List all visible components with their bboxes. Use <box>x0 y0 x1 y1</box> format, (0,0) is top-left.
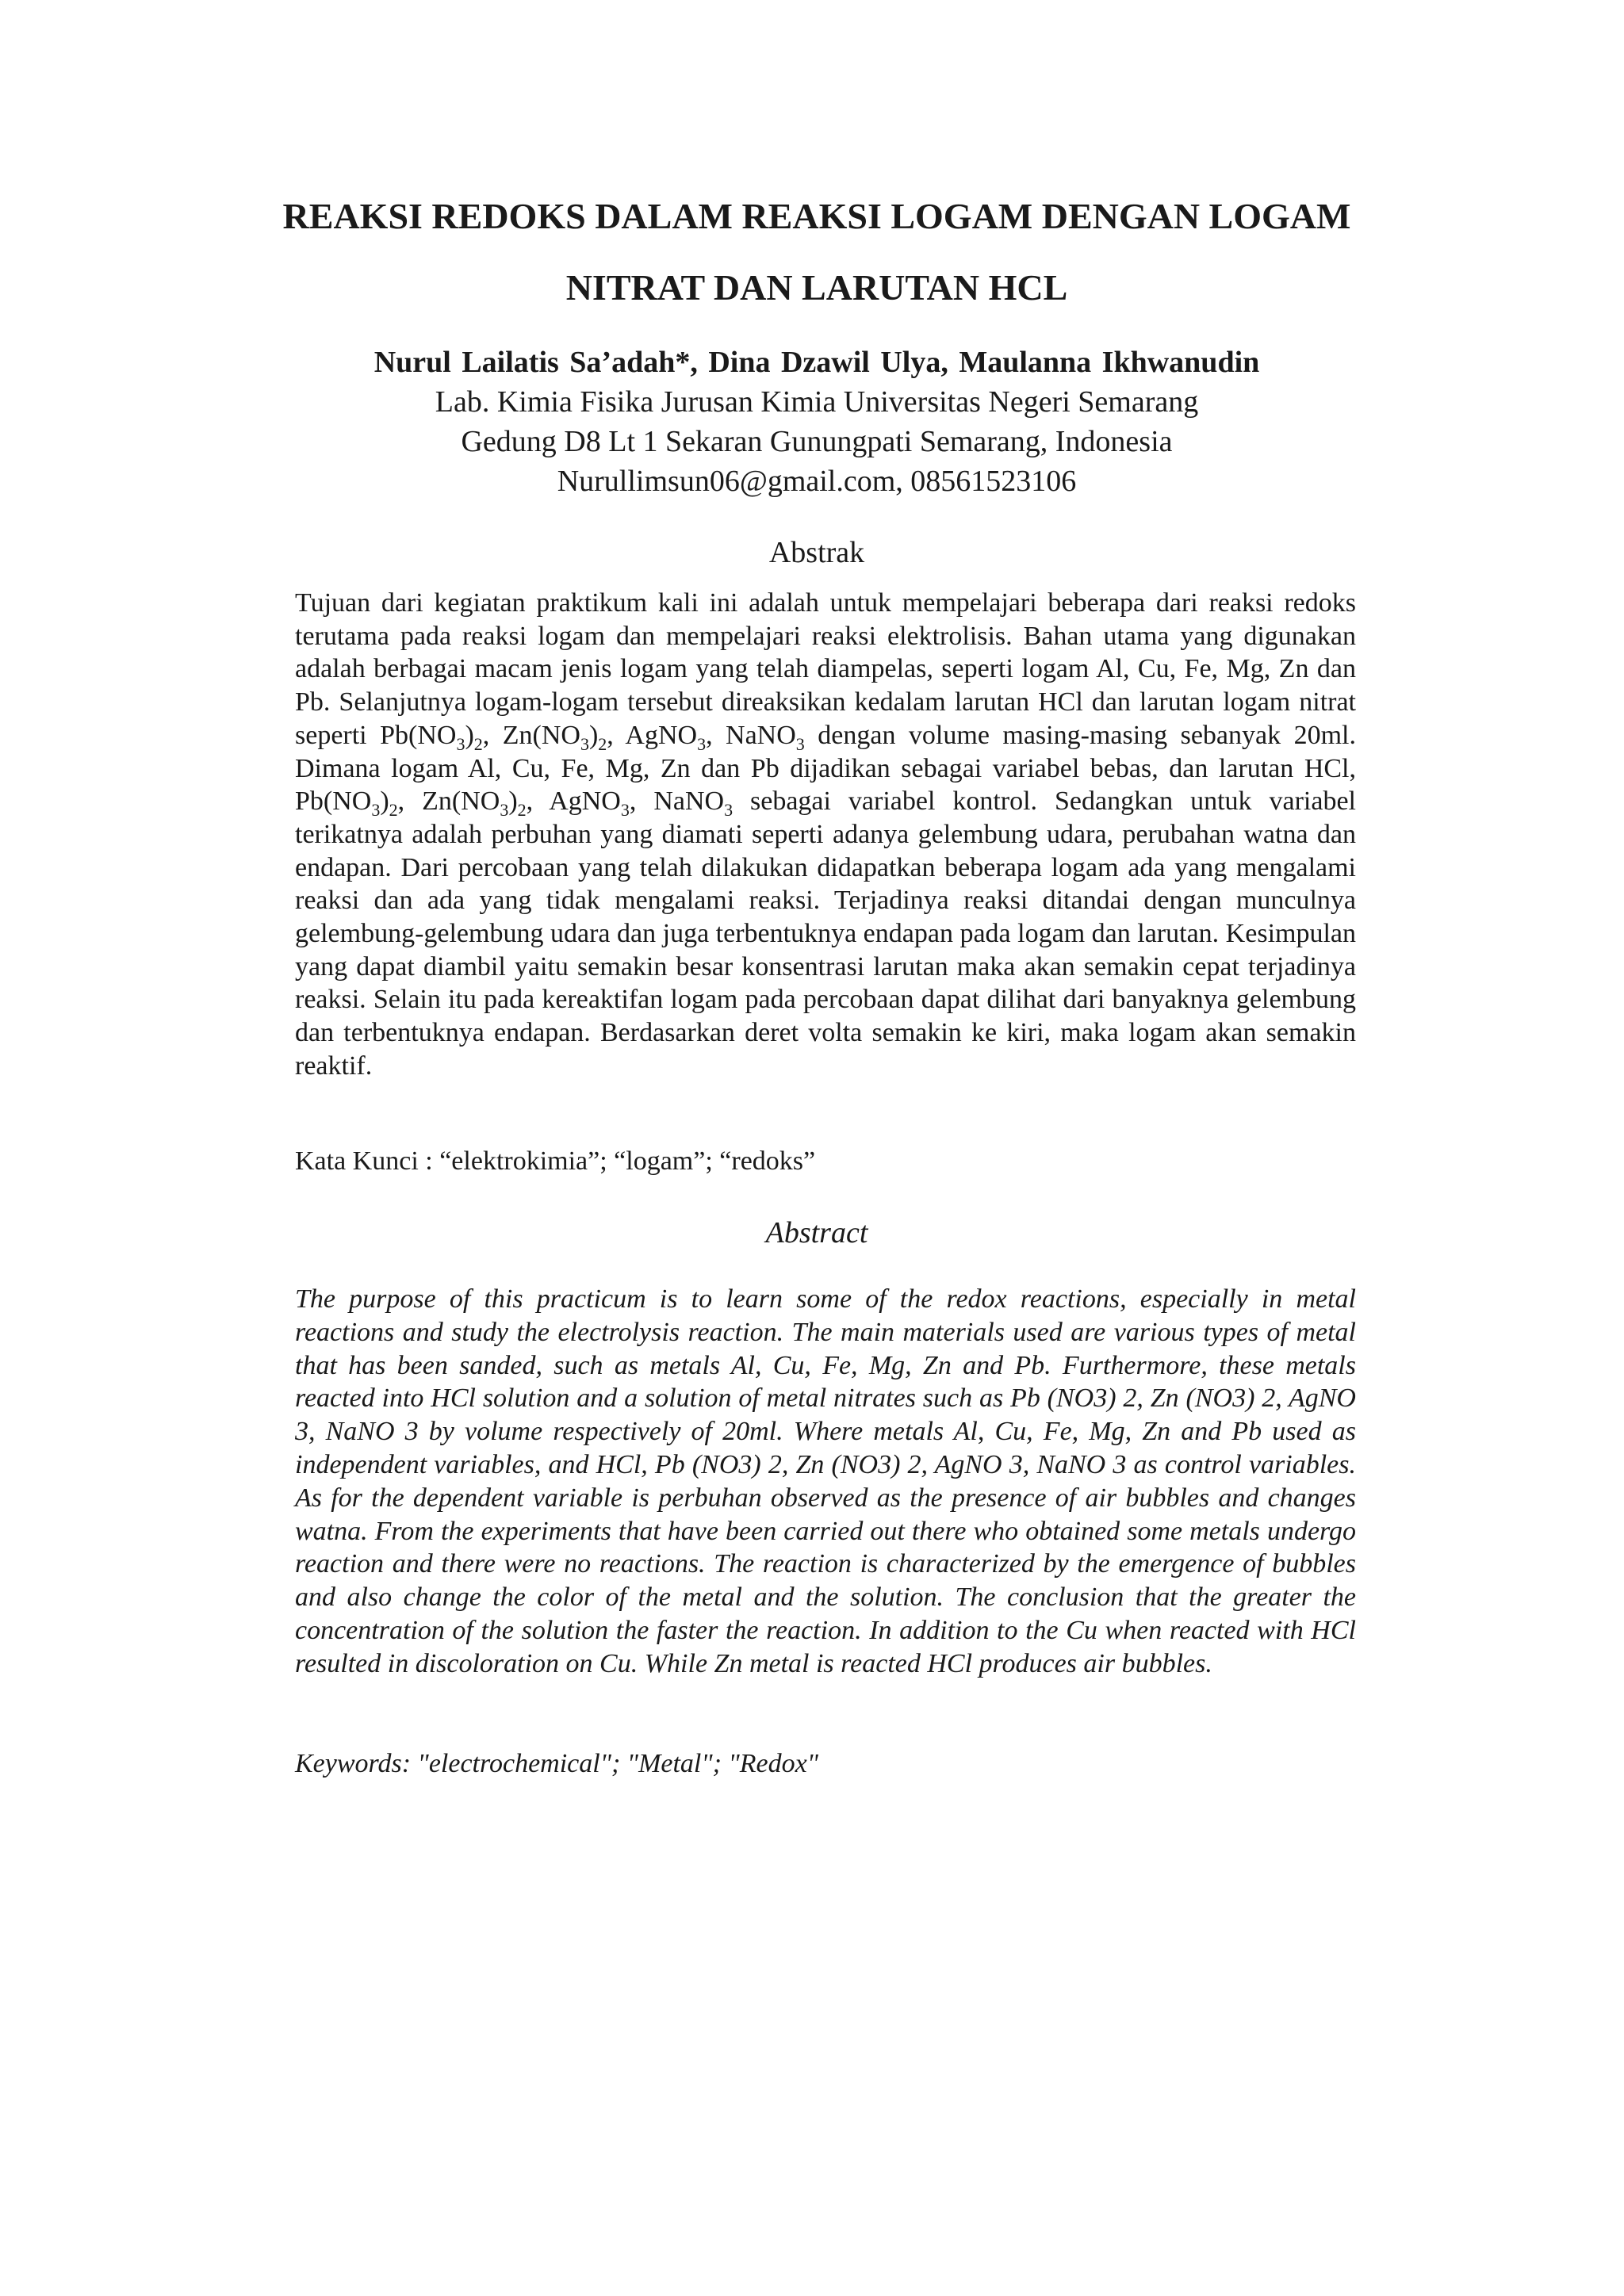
abstract-heading: Abstract <box>765 1216 868 1249</box>
kata-kunci: Kata Kunci : “elektrokimia”; “logam”; “redoks” <box>295 1146 816 1176</box>
abstract-body: The purpose of this practicum is to learn some of the redox reactions, especially in metal reactions and study the electrolysis reaction. The main materials used are various types of metal that has been sanded, such as metals Al, Cu, Fe, Mg, Zn and Pb. Furthermore, these metals reacted into HCl solution and a solution of metal nitrates such as Pb (NO3) 2, Zn (NO3) 2, AgNO 3, NaNO 3 by volume respectively of 20ml. Where metals Al, Cu, Fe, Mg, Zn and Pb used as independent variables, and HCl, Pb (NO3) 2, Zn (NO3) 2, AgNO 3, NaNO 3 as control variables. As for the dependent variable is perbuhan observed as the presence of air bubbles and changes watna. From the experiments that have been carried out there who obtained some metals undergo reaction and there were no reactions. The reaction is characterized by the emergence of bubbles and also change the color of the metal and the solution. The conclusion that the greater the concentration of the solution the faster the reaction. In addition to the Cu when reacted with HCl resulted in discoloration on Cu. While Zn metal is reacted HCl produces air bubbles. <box>295 1284 1356 1678</box>
contact-line: Nurullimsun06@gmail.com, 08561523106 <box>557 465 1077 498</box>
affiliation-line-1: Lab. Kimia Fisika Jurusan Kimia Universitas Negeri Semarang <box>435 385 1199 419</box>
title-line-2: NITRAT DAN LARUTAN HCL <box>565 267 1068 308</box>
paper-title <box>238 181 1396 323</box>
keywords: Keywords: "electrochemical"; "Metal"; "Redox" <box>295 1749 818 1778</box>
abstrak-body: Tujuan dari kegiatan praktikum kali ini adalah untuk mempelajari beberapa dari reaksi redoks terutama pada reaksi logam dan mempelajari reaksi elektrolisis. Bahan utama yang digunakan adalah berbagai macam jenis logam yang telah diampelas, seperti logam Al, Cu, Fe, Mg, Zn dan Pb. Selanjutnya logam-logam tersebut direaksikan kedalam larutan HCl dan larutan logam nitrat seperti $Pb(NO_3)_2$, $Zn(NO_3)_2$, AgNO$_3$, NaNO$_3$ dengan volume masing-masing sebanyak 20ml. Dimana logam Al, Cu, Fe, Mg, Zn dan Pb dijadikan sebagai variabel bebas, dan larutan HCl, $Pb(NO_3)_2$, $Zn(NO_3)_2$, AgNO$_3$, NaNO$_3$ sebagai variabel kontrol. Sedangkan untuk variabel terikatnya adalah perbuhan yang diamati seperti adanya gelembung udara, perubahan watna dan endapan. Dari percobaan yang telah dilakukan didapatkan beberapa logam ada yang mengalami reaksi dan ada yang tidak mengalami reaksi. Terjadinya reaksi ditandai dengan munculnya gelembung-gelembung udara dan juga terbentuknya endapan pada logam dan larutan. Kesimpulan yang dapat diambil yaitu semakin besar konsentrasi larutan maka akan semakin cepat terjadinya reaksi. Selain itu pada kereaktifan logam pada percobaan dapat dilihat dari banyaknya gelembung dan terbentuknya endapan. Berdasarkan deret volta semakin ke kiri, maka logam akan semakin reaktif. <box>295 588 1356 1081</box>
author-list: Nurul Lailatis Sa’adah*, Dina Dzawil Ulya, Maulanna Ikhwanudin <box>373 346 1260 379</box>
abstrak-heading: Abstrak <box>768 536 865 569</box>
title-line-1: REAKSI REDOKS DALAM REAKSI LOGAM DENGAN LOGAM <box>282 196 1351 236</box>
affiliation-line-2: Gedung D8 Lt 1 Sekaran Gunungpati Semarang, Indonesia <box>461 425 1173 458</box>
